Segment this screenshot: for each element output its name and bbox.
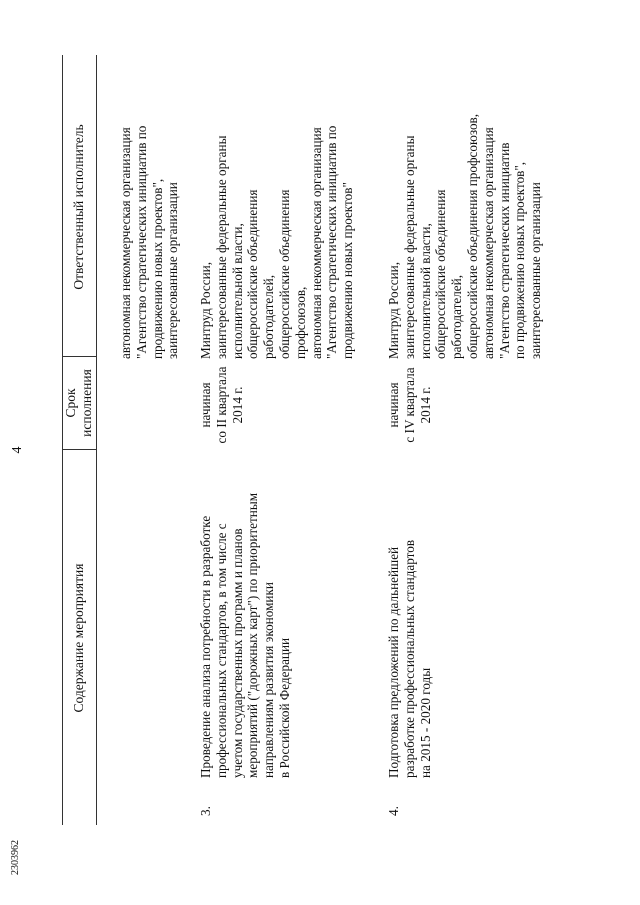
executor-line: заинтересованные организации	[528, 182, 544, 359]
deadline-line: начиная	[386, 382, 401, 428]
executor-line: общероссийские объединения	[433, 189, 449, 359]
executor-line: заинтересованные федеральные органы	[401, 135, 417, 359]
executor-line: Минтруд России,	[386, 262, 401, 359]
continuation-executor	[118, 126, 181, 359]
executor-line: работодателей,	[449, 274, 465, 359]
row-content	[198, 493, 293, 778]
header-executor: Ответственный исполнитель	[71, 124, 86, 290]
content-line: Проведение анализа потребности в разработке	[198, 515, 213, 778]
table-header-rule	[96, 55, 97, 825]
column-divider-content	[62, 449, 96, 450]
executor-line: автономная некоммерческая организация	[480, 127, 496, 359]
executor-line: общероссийские объединения	[276, 189, 292, 359]
executor-line: исполнительной власти,	[229, 223, 245, 359]
content-line: мероприятий ("дорожных карт") по приоритетным	[245, 492, 261, 778]
row-executor	[386, 114, 544, 359]
executor-line: автономная некоммерческая организация	[308, 127, 324, 359]
executor-line: автономная некоммерческая организация	[118, 127, 133, 359]
deadline-line: со II квартала	[213, 366, 229, 444]
content-line: разработке профессиональных стандартов	[401, 539, 417, 778]
row-number: 4.	[386, 806, 401, 816]
executor-line: "Агентство стратегических инициатив по	[324, 125, 340, 359]
executor-line: продвижению новых проектов",	[149, 178, 165, 359]
document-code: 2303962	[10, 840, 21, 875]
content-line: на 2015 - 2020 годы	[417, 667, 433, 778]
row-deadline	[198, 355, 245, 455]
column-divider-deadline	[62, 356, 96, 357]
header-deadline	[63, 358, 95, 448]
content-line: направлениям развития экономики	[261, 582, 277, 778]
header-content: Содержание мероприятия	[71, 563, 86, 713]
executor-line: профсоюзов,	[292, 286, 308, 359]
deadline-line: 2014 г.	[229, 386, 245, 424]
deadline-line: с IV квартала	[401, 367, 417, 443]
content-line: учетом государственных программ и планов	[229, 528, 245, 778]
content-line: профессиональных стандартов, в том числе с	[213, 523, 229, 778]
deadline-line: начиная	[198, 382, 213, 428]
deadline-line: 2014 г.	[417, 386, 433, 424]
page-number: 4	[10, 446, 25, 454]
content-line: в Российской Федерации	[276, 637, 292, 778]
executor-line: по продвижению новых проектов",	[512, 161, 528, 359]
executor-line: общероссийские объединения профсоюзов,	[464, 113, 480, 359]
executor-line: исполнительной власти,	[417, 223, 433, 359]
content-line: Подготовка предложений по дальнейшей	[386, 546, 401, 778]
executor-line: Минтруд России,	[198, 262, 213, 359]
row-content	[386, 540, 433, 778]
executor-line: общероссийские объединения	[245, 189, 261, 359]
executor-line: работодателей,	[261, 274, 277, 359]
header-deadline-line-2: исполнения	[79, 369, 94, 437]
row-number: 3.	[198, 806, 213, 816]
executor-line: заинтересованные федеральные органы	[213, 135, 229, 359]
row-deadline	[386, 355, 433, 455]
header-deadline-line-1: Срок	[63, 388, 78, 418]
executor-line: продвижению новых проектов"	[340, 182, 356, 359]
executor-line: "Агентство стратегических инициатив	[496, 142, 512, 359]
row-executor	[198, 126, 356, 359]
executor-line: заинтересованные организации	[165, 182, 181, 359]
executor-line: "Агентство стратегических инициатив по	[133, 125, 149, 359]
